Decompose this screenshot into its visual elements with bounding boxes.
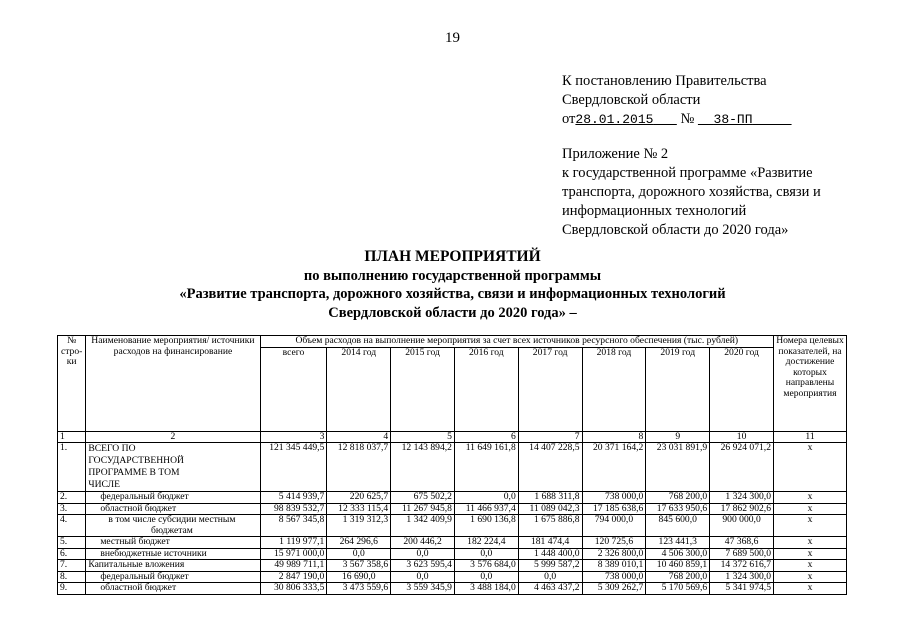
cell-2017: 5 999 587,2 [518,560,582,572]
cell-target: х [774,503,847,515]
resolution-date-line [562,110,792,129]
cell-total: 15 971 000,0 [260,548,327,560]
cell-2015: 11 267 945,8 [391,503,455,515]
cell-total: 1 119 977,1 [260,537,327,549]
cell-target: х [774,560,847,572]
cell-target: х [774,583,847,595]
cell-2020: 26 924 071,2 [710,443,774,492]
table-row [58,515,847,537]
appendix-line-3: транспорта, дорожного хозяйства, связи и [562,184,821,200]
table-row [58,583,847,595]
column-number: 3 [260,431,327,443]
table-row [58,571,847,583]
cell-2016: 0,0 [454,571,518,583]
row-number: 2. [58,492,86,504]
cell-2016: 0,0 [454,492,518,504]
column-number: 8 [582,431,646,443]
cell-total: 2 847 190,0 [260,571,327,583]
cell-2018: 738 000,0 [582,492,646,504]
row-number: 3. [58,503,86,515]
cell-2017: 1 688 311,8 [518,492,582,504]
from-label: от [562,111,576,127]
table-row [58,492,847,504]
row-name: ВСЕГО ПО ГОСУДАРСТВЕННОЙ ПРОГРАММЕ В ТОМ ЧИСЛЕ [86,443,260,492]
appendix-line-4: информационных технологий [562,203,747,219]
header-row-number: № стро- ки [58,336,86,432]
cell-2014: 220 625,7 [327,492,391,504]
cell-2016: 182 224,4 [454,537,518,549]
cell-2016: 0,0 [454,548,518,560]
cell-2018: 17 185 638,6 [582,503,646,515]
cell-2015: 1 342 409,9 [391,515,455,537]
header-2016: 2016 год [454,347,518,431]
cell-total: 49 989 711,1 [260,560,327,572]
column-number: 11 [774,431,847,443]
resolution-number: 38-ПП [713,112,753,127]
cell-2019: 23 031 891,9 [646,443,710,492]
cell-2017: 0,0 [518,571,582,583]
cell-target: х [774,443,847,492]
resolution-header [562,72,792,129]
resolution-date: 28.01.2015 [575,112,654,127]
appendix-line-2: к государственной программе «Развитие [562,165,813,181]
cell-2018: 738 000,0 [582,571,646,583]
cell-2014: 12 818 037,7 [327,443,391,492]
cell-target: х [774,492,847,504]
row-name: федеральный бюджет [86,492,260,504]
header-2018: 2018 год [582,347,646,431]
cell-2019: 768 200,0 [646,492,710,504]
cell-target: х [774,548,847,560]
header-2014: 2014 год [327,347,391,431]
cell-2016: 11 466 937,4 [454,503,518,515]
cell-2017: 1 448 400,0 [518,548,582,560]
row-number: 6. [58,548,86,560]
resolution-line-2: Свердловской области [562,92,701,108]
cell-2014: 12 333 115,4 [327,503,391,515]
row-name: в том числе субсидии местным бюджетам [86,515,260,537]
cell-2015: 3 623 595,4 [391,560,455,572]
cell-2018: 20 371 164,2 [582,443,646,492]
cell-total: 30 806 333,5 [260,583,327,595]
column-number: 9 [646,431,710,443]
header-total: всего [260,347,327,431]
cell-2020: 17 862 902,6 [710,503,774,515]
row-name: Капитальные вложения [86,560,260,572]
cell-2014: 264 296,6 [327,537,391,549]
plan-table [57,335,847,595]
cell-2020: 5 341 974,5 [710,583,774,595]
cell-2017: 181 474,4 [518,537,582,549]
table-row [58,537,847,549]
cell-2016: 3 488 184,0 [454,583,518,595]
title-line-2: по выполнению государственной программы [303,267,602,284]
cell-2018: 794 000,0 [582,515,646,537]
header-2017: 2017 год [518,347,582,431]
row-number: 9. [58,583,86,595]
cell-2018: 8 389 010,1 [582,560,646,572]
header-name: Наименование мероприятия/ источники расходов на финансирование [86,336,260,432]
page-number: 19 [445,30,460,46]
header-volume: Объем расходов на выполнение мероприятия за счет всех источников ресурсного обеспечения (тыс. рублей) [260,336,773,348]
cell-target: х [774,515,847,537]
table-row [58,503,847,515]
cell-2016: 1 690 136,8 [454,515,518,537]
cell-2019: 4 506 300,0 [646,548,710,560]
row-name: внебюджетные источники [86,548,260,560]
header-2019: 2019 год [646,347,710,431]
header-targets: Номера целевых показателей, на достижение которых направлены мероприятия [774,336,847,432]
table-header-row [58,336,847,348]
cell-2017: 14 407 228,5 [518,443,582,492]
cell-2018: 5 309 262,7 [582,583,646,595]
cell-target: х [774,571,847,583]
row-number: 4. [58,515,86,537]
cell-2015: 0,0 [391,548,455,560]
row-number: 5. [58,537,86,549]
cell-2015: 675 502,2 [391,492,455,504]
cell-target: х [774,537,847,549]
cell-2020: 1 324 300,0 [710,492,774,504]
cell-2017: 1 675 886,8 [518,515,582,537]
row-name: областной бюджет [86,503,260,515]
cell-2014: 0,0 [327,548,391,560]
row-number: 8. [58,571,86,583]
column-number: 1 [58,431,86,443]
cell-2018: 120 725,6 [582,537,646,549]
cell-2019: 10 460 859,1 [646,560,710,572]
column-number: 10 [710,431,774,443]
cell-2017: 4 463 437,2 [518,583,582,595]
title-line-1: ПЛАН МЕРОПРИЯТИЙ [364,248,541,265]
row-name: областной бюджет [86,583,260,595]
cell-2019: 768 200,0 [646,571,710,583]
column-number: 7 [518,431,582,443]
column-number: 2 [86,431,260,443]
table-row [58,443,847,492]
cell-2019: 17 633 950,6 [646,503,710,515]
cell-total: 8 567 345,8 [260,515,327,537]
cell-2015: 12 143 894,2 [391,443,455,492]
cell-2020: 1 324 300,0 [710,571,774,583]
appendix-line-5: Свердловской области до 2020 года» [562,222,789,238]
resolution-line-1: К постановлению Правительства [562,73,767,89]
cell-2019: 5 170 569,6 [646,583,710,595]
column-number: 4 [327,431,391,443]
cell-2016: 11 649 161,8 [454,443,518,492]
title-line-3: «Развитие транспорта, дорожного хозяйства, связи и информационных технологий [179,286,726,302]
cell-2014: 3 473 559,6 [327,583,391,595]
cell-2015: 200 446,2 [391,537,455,549]
cell-total: 98 839 532,7 [260,503,327,515]
row-number: 7. [58,560,86,572]
title-line-4: Свердловской области до 2020 года» – [328,304,577,321]
appendix-block [562,145,821,240]
cell-2014: 3 567 358,6 [327,560,391,572]
cell-2018: 2 326 800,0 [582,548,646,560]
table-row [58,560,847,572]
header-2015: 2015 год [391,347,455,431]
header-2020: 2020 год [710,347,774,431]
cell-2017: 11 089 042,3 [518,503,582,515]
cell-2019: 845 600,0 [646,515,710,537]
cell-2015: 0,0 [391,571,455,583]
cell-2015: 3 559 345,9 [391,583,455,595]
cell-2020: 7 689 500,0 [710,548,774,560]
cell-2014: 16 690,0 [327,571,391,583]
cell-2019: 123 441,3 [646,537,710,549]
cell-2020: 14 372 616,7 [710,560,774,572]
cell-2020: 900 000,0 [710,515,774,537]
document-title [0,248,905,322]
column-number: 6 [454,431,518,443]
table-row [58,548,847,560]
cell-total: 121 345 449,5 [260,443,327,492]
column-number: 5 [391,431,455,443]
cell-total: 5 414 939,7 [260,492,327,504]
row-name: федеральный бюджет [86,571,260,583]
cell-2020: 47 368,6 [710,537,774,549]
cell-2016: 3 576 684,0 [454,560,518,572]
row-name: местный бюджет [86,537,260,549]
appendix-line-1: Приложение № 2 [562,146,669,162]
number-label: № [680,111,695,127]
cell-2014: 1 319 312,3 [327,515,391,537]
row-number: 1. [58,443,86,492]
column-numbering-row [58,431,847,443]
